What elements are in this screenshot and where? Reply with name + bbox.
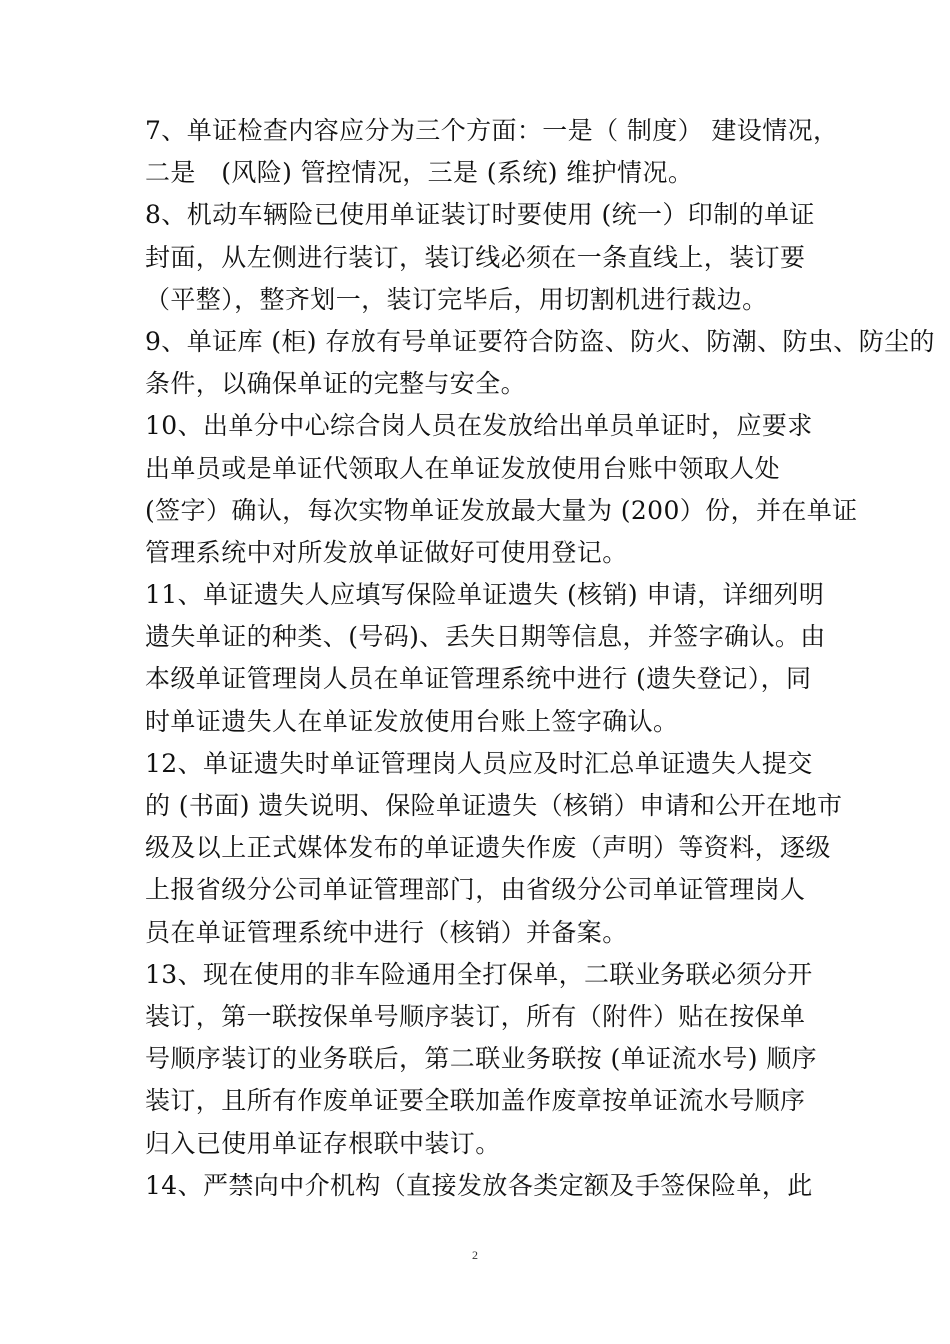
text-line: 7、单证检查内容应分为三个方面：一是（ 制度） 建设情况， xyxy=(145,116,839,145)
text-line: 9、单证库 (柜) 存放有号单证要符合防盗、防火、防潮、防虫、防尘的 xyxy=(145,326,935,356)
text-line: 级及以上正式媒体发布的单证遗失作废（声明）等资料，逐级 xyxy=(145,833,831,863)
text-line: 14、严禁向中介机构（直接发放各类定额及手签保险单，此 xyxy=(145,1170,813,1200)
text-line: 13、现在使用的非车险通用全打保单，二联业务联必须分开 xyxy=(145,959,813,989)
text-line: 出单员或是单证代领取人在单证发放使用台账中领取人处 xyxy=(145,453,781,483)
text-line: 装订，第一联按保单号顺序装订，所有（附件）贴在按保单 xyxy=(145,1001,806,1031)
text-line: 10、出单分中心综合岗人员在发放给出单员单证时，应要求 xyxy=(145,411,813,441)
text-line: 11、单证遗失人应填写保险单证遗失 (核销) 申请，详细列明 xyxy=(145,580,825,610)
text-line: 归入已使用单证存根联中装订。 xyxy=(145,1128,501,1158)
text-line: 管理系统中对所发放单证做好可使用登记。 xyxy=(145,537,628,567)
text-line: 时单证遗失人在单证发放使用台账上签字确认。 xyxy=(145,706,679,736)
text-line: （平整），整齐划一，装订完毕后，用切割机进行裁边。 xyxy=(145,284,768,314)
text-line: 号顺序装订的业务联后，第二联业务联按 (单证流水号) 顺序 xyxy=(145,1044,818,1074)
text-line: 本级单证管理岗人员在单证管理系统中进行 (遗失登记），同 xyxy=(145,664,812,694)
text-line: (签字）确认，每次实物单证发放最大量为 (200）份，并在单证 xyxy=(145,495,858,525)
text-line: 封面，从左侧进行装订，装订线必须在一条直线上，装订要 xyxy=(145,242,806,272)
text-line: 二是 (风险) 管控情况，三是 (系统) 维护情况。 xyxy=(145,158,694,188)
page-number: 2 xyxy=(472,1248,478,1262)
text-line: 上报省级分公司单证管理部门，由省级分公司单证管理岗人 xyxy=(145,875,806,905)
text-line: 条件，以确保单证的完整与安全。 xyxy=(145,369,527,399)
text-line: 员在单证管理系统中进行（核销）并备案。 xyxy=(145,917,628,947)
text-line: 8、机动车辆险已使用单证装订时要使用 (统一）印制的单证 xyxy=(145,200,815,230)
text-line: 的 (书面) 遗失说明、保险单证遗失（核销）申请和公开在地市 xyxy=(145,791,843,820)
text-line: 遗失单证的种类、(号码)、丢失日期等信息，并签字确认。由 xyxy=(145,622,826,652)
text-line: 12、单证遗失时单证管理岗人员应及时汇总单证遗失人提交 xyxy=(145,748,813,778)
body-text xyxy=(145,110,935,1207)
text-line: 装订，且所有作废单证要全联加盖作废章按单证流水号顺序 xyxy=(145,1086,806,1116)
